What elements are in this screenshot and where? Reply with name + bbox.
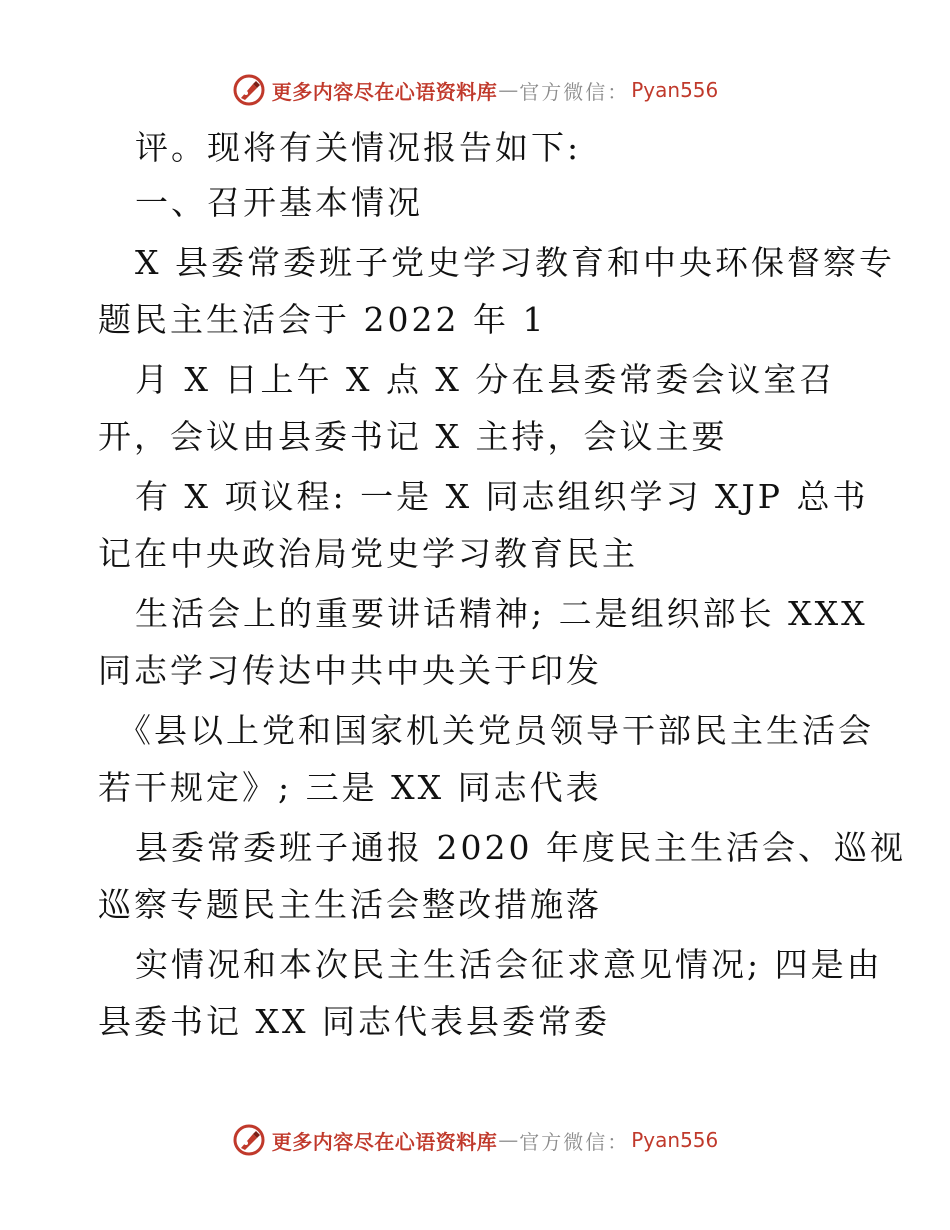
watermark-dash: —: [498, 1128, 519, 1152]
body-line: 巡察专题民主生活会整改措施落: [98, 885, 602, 924]
body-line: 月 X 日上午 X 点 X 分在县委常委会议室召: [135, 360, 836, 399]
watermark-official-text: 官方微信：: [519, 79, 630, 104]
body-line: 若干规定》; 三是 XX 同志代表: [98, 768, 602, 807]
body-line: 县委书记 XX 同志代表县委常委: [98, 1002, 610, 1041]
watermark-dash: —: [498, 78, 519, 102]
header-watermark: [0, 70, 950, 110]
body-line: 开，会议由县委书记 X 主持，会议主要: [98, 417, 728, 456]
body-line: 同志学习传达中共中央关于印发: [98, 651, 602, 690]
footer-watermark: [0, 1120, 950, 1160]
watermark-brand-text: 更多内容尽在心语资料库: [271, 79, 498, 104]
watermark-official-text: 官方微信：: [519, 1129, 630, 1154]
body-line: 题民主生活会于 2022 年 1: [98, 300, 547, 339]
watermark-wechat-id: Pyan556: [631, 78, 719, 102]
watermark-brand-text: 更多内容尽在心语资料库: [271, 1129, 498, 1154]
body-line: X 县委常委班子党史学习教育和中央环保督察专: [135, 243, 895, 282]
body-line: 评。现将有关情况报告如下:: [135, 128, 582, 167]
body-line: 有 X 项议程: 一是 X 同志组织学习 XJP 总书: [135, 477, 869, 516]
section-heading: 一、召开基本情况: [135, 183, 423, 222]
body-line: 《县以上党和国家机关党员领导干部民主生活会: [118, 711, 874, 750]
body-line: 县委常委班子通报 2020 年度民主生活会、巡视: [135, 828, 906, 867]
pen-logo-icon: [232, 1123, 266, 1157]
pen-logo-icon: [232, 73, 266, 107]
body-line: 记在中央政治局党史学习教育民主: [98, 534, 638, 573]
watermark-wechat-id: Pyan556: [631, 1128, 719, 1152]
body-line: 生活会上的重要讲话精神; 二是组织部长 XXX: [135, 594, 868, 633]
body-line: 实情况和本次民主生活会征求意见情况; 四是由: [135, 945, 883, 984]
